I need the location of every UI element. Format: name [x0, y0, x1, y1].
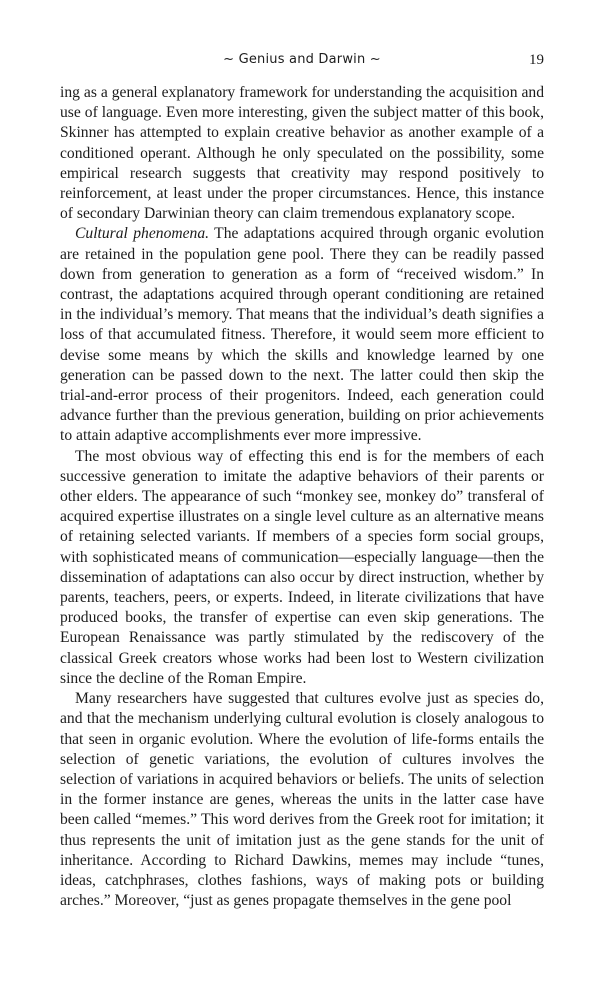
run-in-heading: Cultural phenomena.: [75, 225, 210, 243]
page-number: 19: [529, 52, 544, 68]
paragraph-4-text: Many researchers have suggested that cultures evolve just as species do, and that the mechanism underlying cultural evolution is closely analogous to that seen in organic evolution. Where the evolution of life-forms entails the selection of genetic variations, the evolution of cultures involves the selection of variations in acquired behaviors or beliefs. The units of selection in the former instance are genes, whereas the units in the latter case have been called “memes.” This word derives from the Greek root for imitation; it thus represents the unit of imitation just as the gene stands for the unit of inheritance. According to Richard Dawkins, memes may include “tunes, ideas, catchphrases, clothes fashions, ways of making pots or building arches.” Moreover, “just as genes propagate themselves in the gene pool: [60, 690, 544, 910]
body-text: [60, 83, 544, 911]
paragraph-1: [60, 83, 544, 224]
paragraph-3-text: The most obvious way of effecting this end is for the members of each successive generation to imitate the adaptive behaviors of their parents or other elders. The appearance of such “monkey see, monkey do” transferal of acquired expertise illustrates on a single level culture as an alternative means of retaining selected variants. If members of a species form social groups, with sophisticated means of communication—especially language—then the dissemination of adaptations can also occur by direct instruction, whether by parents, teachers, peers, or experts. Indeed, in literate civilizations that have produced books, the transfer of expertise can even skip generations. The European Renaissance was partly stimulated by the rediscovery of the classical Greek creators whose works had been lost to Western civilization since the decline of the Roman Empire.: [60, 447, 544, 687]
paragraph-4: [60, 689, 544, 911]
paragraph-2: [60, 224, 544, 446]
paragraph-2-text: The adaptations acquired through organic evolution are retained in the population gene pool. There they can be readily passed down from generation to generation as a form of “received wisdom.” In contrast, the adaptations acquired through operant conditioning are retained in the individual’s memory. That means that the individual’s death signifies a loss of that accumulated fitness. Therefore, it would seem more efficient to devise some means by which the skills and knowledge learned by one generation can be passed down to the next. The latter could then skip the trial-and-error process of their progenitors. Indeed, each generation could advance further than the previous generation, building on prior achievements to attain adaptive accomplishments ever more impressive.: [60, 225, 544, 445]
paragraph-3: [60, 447, 544, 689]
page-header: [60, 52, 544, 74]
running-title: ~ Genius and Darwin ~: [223, 52, 381, 67]
paragraph-1-text: ing as a general explanatory framework for understanding the acquisition and use of language. Even more interesting, given the subject matter of this book, Skinner has attempted to explain creative behavior as another example of a conditioned operant. Although he only speculated on the possibility, some empirical research suggests that creativity may respond positively to reinforcement, at least under the proper circumstances. Hence, this instance of secondary Darwinian theory can claim tremendous explanatory scope.: [60, 84, 544, 223]
